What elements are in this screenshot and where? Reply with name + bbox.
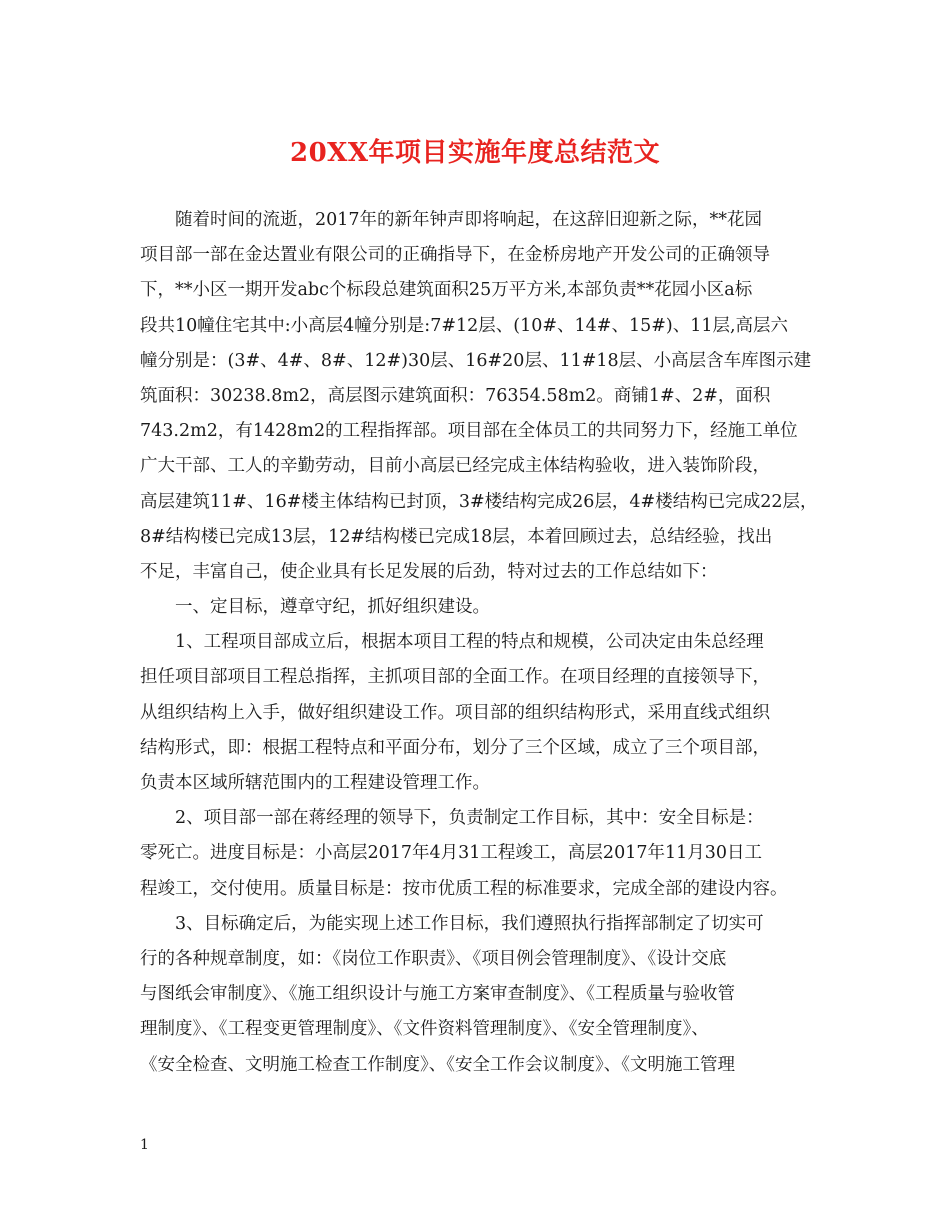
body-line: 段共10幢住宅其中:小高层4幢分别是:7#12层、(10#、14#、15#)、11层,高层六 — [140, 315, 789, 336]
document-title: 20XX年项目实施年度总结范文 — [289, 138, 661, 168]
body-line: 理制度》、《工程变更管理制度》、《文件资料管理制度》、《安全管理制度》、 — [140, 1019, 709, 1040]
body-line: 从组织结构上入手，做好组织建设工作。项目部的组织结构形式，采用直线式组织 — [140, 702, 770, 723]
body-line: 1、工程项目部成立后，根据本项目工程的特点和规模，公司决定由朱总经理 — [175, 632, 764, 653]
body-line: 零死亡。进度目标是：小高层2017年4月31工程竣工，高层2017年11月30日工 — [140, 843, 763, 864]
body-line: 程竣工，交付使用。质量目标是：按市优质工程的标准要求，完成全部的建设内容。 — [140, 878, 788, 899]
body-line: 下，**小区一期开发abc个标段总建筑面积25万平方米,本部负责**花园小区a标 — [140, 280, 753, 301]
body-line: 行的各种规章制度，如：《岗位工作职责》、《项目例会管理制度》、《设计交底 — [140, 948, 727, 969]
body-line: 3、目标确定后，为能实现上述工作目标，我们遵照执行指挥部制定了切实可 — [175, 913, 764, 934]
body-line: 不足，丰富自己，使企业具有长足发展的后劲，特对过去的工作总结如下： — [140, 561, 718, 582]
body-line: 幢分别是：(3#、4#、8#、12#)30层、16#20层、11#18层、小高层含车库图示建 — [140, 350, 812, 371]
body-line: 担任项目部项目工程总指挥，主抓项目部的全面工作。在项目经理的直接领导下， — [140, 667, 770, 688]
body-line: 2、项目部一部在蒋经理的领导下，负责制定工作目标，其中：安全目标是： — [175, 808, 764, 829]
document-body — [140, 203, 830, 1083]
body-line: 项目部一部在金达置业有限公司的正确指导下，在金桥房地产开发公司的正确领导 — [140, 245, 770, 266]
body-line: 743.2m2，有1428m2的工程指挥部。项目部在全体员工的共同努力下，经施工单位 — [140, 421, 798, 442]
body-line: 结构形式，即：根据工程特点和平面分布，划分了三个区域，成立了三个项目部， — [140, 737, 770, 758]
page-number: 1 — [140, 1137, 149, 1153]
body-line: 一、定目标，遵章守纪，抓好组织建设。 — [175, 597, 490, 618]
body-line: 负责本区域所辖范围内的工程建设管理工作。 — [140, 773, 490, 793]
body-line: 与图纸会审制度》、《施工组织设计与施工方案审查制度》、《工程质量与验收管 — [140, 984, 735, 1005]
body-line: 高层建筑11#、16#楼主体结构已封顶，3#楼结构完成26层，4#楼结构已完成22层， — [140, 491, 818, 512]
body-line: 随着时间的流逝，2017年的新年钟声即将响起，在这辞旧迎新之际，**花园 — [175, 210, 763, 230]
body-line: 8#结构楼已完成13层，12#结构楼已完成18层，本着回顾过去，总结经验，找出 — [140, 526, 773, 547]
body-line: 筑面积：30238.8m2，高层图示建筑面积：76354.58m2。商铺1#、2#，面积 — [140, 385, 771, 406]
body-line: 广大干部、工人的辛勤劳动，目前小高层已经完成主体结构验收，进入装饰阶段， — [140, 456, 770, 477]
body-line: 《安全检查、文明施工检查工作制度》、《安全工作会议制度》、《文明施工管理 — [140, 1054, 735, 1075]
